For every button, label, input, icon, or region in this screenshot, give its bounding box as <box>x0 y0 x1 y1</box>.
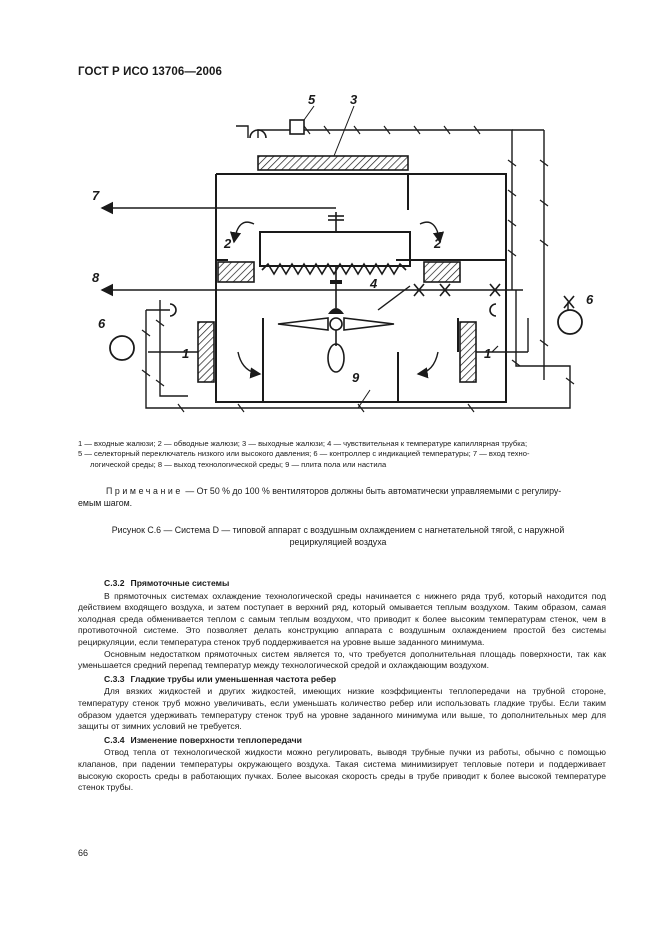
paragraph: Для вязких жидкостей и других жидкостей, имеющих низкие коэффициенты теплопередачи на трубной стороне, температуру стенок труб можно увеличивать, если уменьшать количество ребер или использовать гладкие трубы. Если таким образом удается удерживать температуру стенок труб на уровне заданного минимума или выше, то дополнительных мер для защиты от зимних условий не требуется. <box>78 686 606 732</box>
label-8: 8 <box>92 270 100 285</box>
legend-line-2: 5 — селекторный переключатель низкого или высокого давления; 6 — контроллер с индикацией температуры; 7 — вход техно- <box>78 449 530 459</box>
legend-line-1: 1 — входные жалюзи; 2 — обводные жалюзи; 3 — выходные жалюзи; 4 — чувствительная к температуре капиллярная трубка; <box>78 439 528 448</box>
section-heading-c33: С.3.3 Гладкие трубы или уменьшенная частота ребер <box>104 673 337 684</box>
label-5: 5 <box>308 92 316 107</box>
bypass-louvers-left <box>218 262 254 282</box>
note-text-cont: емым шагом. <box>78 498 133 508</box>
label-6-right: 6 <box>586 292 594 307</box>
label-1-left: 1 <box>182 346 190 361</box>
caption-line-2: рециркуляцией воздуха <box>289 537 387 547</box>
inlet-louvers-left <box>198 322 214 382</box>
temperature-controller-right <box>558 310 582 334</box>
tube-bundle-box <box>260 232 410 266</box>
label-3: 3 <box>350 92 358 107</box>
note-label: Примечание <box>106 486 183 496</box>
label-1-right: 1 <box>484 346 492 361</box>
label-6-left: 6 <box>98 316 106 331</box>
document-header: ГОСТ Р ИСО 13706—2006 <box>78 66 223 78</box>
figure-legend <box>78 439 598 470</box>
outlet-louvers <box>258 156 408 170</box>
paragraph: В прямоточных системах охлаждение технологической среды начинается с нижнего ряда труб, который находится под действием входящего воздуха, и затем поступает в верхний ряд, который омывается теплым воздухом. Таким образом, самая холодная среда обменивается теплом с самым теплым воздухом, что приводит к более высоким температурам стенок, чем в противоточной системе. Это позволяет делать конструкцию аппарата с воздушным охлаждением простой без системы рециркуляции, если температура стенок труб поддерживается на уровне выше заданного минимума. <box>78 590 606 647</box>
air-cooler-diagram <box>78 90 598 430</box>
figure-note <box>78 485 598 509</box>
page-number: 66 <box>78 848 89 858</box>
caption-line-1: Рисунок С.6 — Система D — типовой аппарат с воздушным охлаждением с нагнетательной тягой, с наружной <box>111 525 565 535</box>
paragraph: Отвод тепла от технологической жидкости можно регулировать, выводя трубные пучки из работы, обычно с помощью клапанов, при падении температуры окружающего воздуха. Такая система минимизирует тепловые потери и поддерживает высокую скорость среды в работающих пучках. Более высокая скорость среды в трубе приводит к более высокой температуре стенок трубы. <box>78 747 606 793</box>
paragraph: Основным недостатком прямоточных систем является то, что требуется дополнительная площадь поверхности, так как уменьшается средний перепад температур между технологической средой и охлаждающим воздухом. <box>78 648 606 671</box>
fan-blade-right <box>344 318 394 330</box>
section-heading-c34: С.3.4 Изменение поверхности теплопередачи <box>104 734 302 745</box>
body-text <box>78 576 606 794</box>
legend-line-3: логической среды; 8 — выход технологической среды; 9 — плита пола или настила <box>90 459 387 469</box>
label-2-right: 2 <box>434 236 442 251</box>
label-2-left: 2 <box>224 236 232 251</box>
section-heading-c32: С.3.2 Прямоточные системы <box>104 578 230 588</box>
figure-caption <box>78 524 598 548</box>
inlet-louvers-right <box>460 322 476 382</box>
label-7: 7 <box>92 188 100 203</box>
selector-switch <box>290 120 304 134</box>
bypass-louvers-right <box>424 262 460 282</box>
figure-system-d <box>78 90 598 430</box>
fan-motor <box>328 344 344 372</box>
fan-blade-left <box>278 318 328 330</box>
temperature-controller-left <box>110 336 134 360</box>
note-text: — От 50 % до 100 % вентиляторов должны быть автоматически управляемыми с регулиру- <box>182 486 562 496</box>
label-9: 9 <box>352 370 360 385</box>
label-4: 4 <box>370 276 378 291</box>
